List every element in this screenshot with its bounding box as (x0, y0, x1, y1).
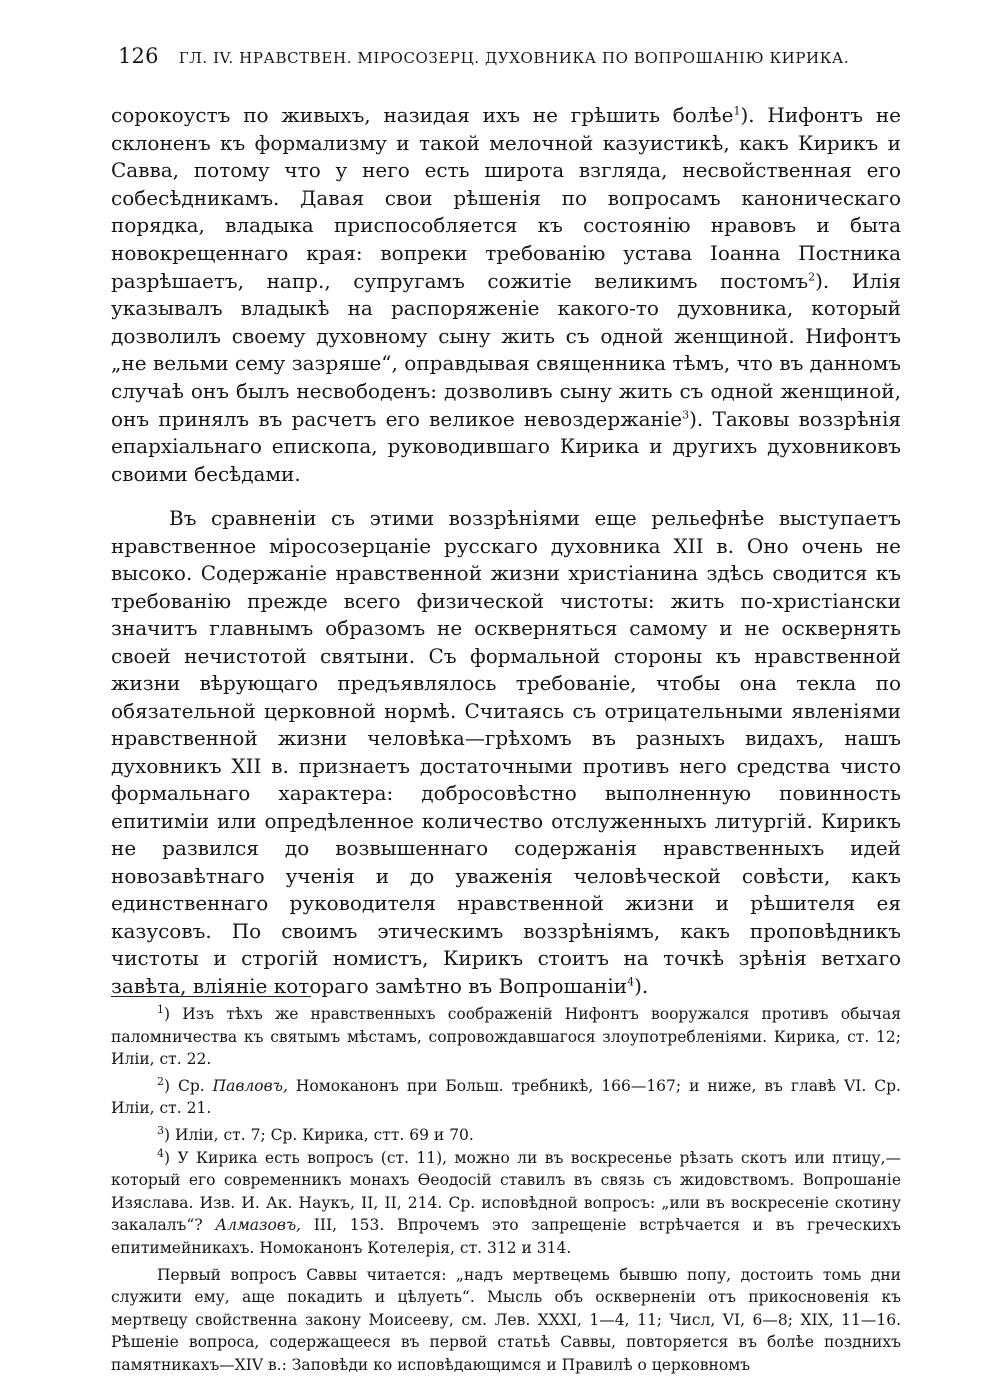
paragraph-2 (111, 505, 901, 1000)
footnote-4-text-a: ) У Кирика есть вопросъ (ст. 11), можно ли въ воскресенье рѣзать скотъ или птицу,—который его современникъ монахъ Ѳеодосій ставилъ въ связь съ жидовствомъ. Вопрошаніе Изяслава. Изв. И. Ак. Наукъ, II, II, 214. Ср. исповѣдной вопросъ: „или въ воскресеніе скотину закалалъ“? (111, 1148, 901, 1235)
footnote-2-author: Павловъ, (212, 1076, 288, 1095)
paragraph-1 (111, 102, 901, 488)
footnote-4-mark: 4 (157, 1146, 164, 1160)
footnote-1 (111, 1003, 901, 1071)
footnotes (111, 1003, 901, 1377)
footnote-4-continuation (111, 1264, 901, 1377)
paragraph-1-text-a: сорокоустъ по живыхъ, назидая ихъ не грѣшить болѣе (111, 103, 734, 127)
footnote-1-text: ) Изъ тѣхъ же нравственныхъ соображеній Нифонтъ вооружался противъ обычая паломничества къ святымъ мѣстамъ, сопровождавшагося злоупотребленіями. Кирика, ст. 12; Иліи, ст. 22. (111, 1005, 901, 1069)
footnote-2-text-a: ) Ср. (164, 1076, 213, 1095)
paragraph-2-text-a: Въ сравненіи съ этими воззрѣніями еще рельефнѣе выступаетъ нравственное міросозерцаніе русскаго духовника XII в. Оно очень не высоко. Содержаніе нравственной жизни христіанина здѣсь сводится къ требованію прежде всего физической чистоты: жить по-христіански значитъ главнымъ образомъ не оскверняться самому и не осквернять своей нечистотой святыни. Съ формальной стороны къ нравственной жизни вѣрующаго предъявлялось требованіе, чтобы она текла по обязательной церковной нормѣ. Считаясь съ отрицательными явленіями нравственной жизни человѣка—грѣхомъ въ разныхъ видахъ, нашъ духовникъ XII в. признаетъ достаточными противъ него средства чисто формальнаго характера: добросовѣстно выполненную повинность епитиміи или опредѣленное количество отслуженныхъ литургій. Кирикъ не развился до возвышеннаго содержанія нравственныхъ идей новозавѣтнаго ученія и до уваженія человѣческой совѣсти, какъ единственнаго руководителя нравственной жизни и рѣшителя ея казусовъ. По своимъ этическимъ воззрѣніямъ, какъ проповѣдникъ чистоты и строгій номистъ, Кирикъ стоитъ на точкѣ зрѣнія ветхаго завѣта, вліяніе котораго замѣтно въ Вопрошаніи (111, 506, 901, 998)
footnote-4-text-b: III, 153. Впрочемъ это запрещеніе встрѣчается и въ греческихъ епитимейникахъ. Номоканонъ Котелерія, ст. 312 и 314. (111, 1216, 901, 1257)
footnote-ref-4: 4 (627, 974, 635, 988)
footnote-3-mark: 3 (157, 1123, 164, 1137)
paragraph-2-text-b: ). (634, 973, 649, 998)
paragraph-1-text-b: ). Нифонтъ не склоненъ къ формализму и такой мелочной казуистикѣ, какъ Кирикъ и Савва, потому что у него есть широта взгляда, несвойственная его собесѣдникамъ. Давая свои рѣшенія по вопросамъ каноническаго порядка, владыка приспособляется къ состоянію нравовъ и быта новокрещеннаго края: вопреки требованію устава Іоанна Постника разрѣшаетъ, напр., супругамъ сожитіе великимъ постомъ (111, 103, 901, 293)
footnote-ref-2: 2 (808, 269, 816, 283)
footnote-ref-3: 3 (682, 407, 690, 421)
page-number: 126 (118, 44, 159, 68)
footnote-ref-1: 1 (733, 104, 741, 118)
footnote-4 (111, 1147, 901, 1260)
footnote-4-author: Алмазовъ, (215, 1216, 302, 1235)
footnote-4-continuation-text: Первый вопросъ Саввы читается: „надъ мертвецемь бывшю попу, достоить томь дни служити ему, аще покадить и цѣлуеть“. Мысль объ оскверненіи отъ прикосновенія къ мертвецу свойственна закону Моисееву, см. Лев. XXXI, 1—4, 11; Числ, VI, 6—8; XIX, 11—16. Рѣшеніе вопроса, содержащееся въ первой статьѣ Саввы, повторяется въ болѣе позднихъ памятникахъ—XIV в.: Заповѣди ко исповѣдающимся и Правилѣ о церковномъ (111, 1265, 901, 1374)
paragraph-1-text-c: ). Илія указывалъ владыкѣ на распоряженіе какого-то духовника, который дозволилъ своему духовному сыну жить съ одной женщиной. Нифонтъ „не вельми сему зазряше“, оправдывая священника тѣмъ, что въ данномъ случаѣ онъ былъ несвободенъ: дозволивъ сыну жить съ одной женщиной, онъ принялъ въ расчетъ его великое невоздержаніе (111, 268, 901, 431)
running-title: ГЛ. IV. НРАВСТВЕН. МІРОСОЗЕРЦ. ДУХОВНИКА ПО ВОПРОШАНІЮ КИРИКА. (178, 49, 850, 67)
footnote-2-text-b: Номоканонъ при Больш. требникѣ, 166—167; и ниже, въ главѣ VI. Ср. Иліи, ст. 21. (111, 1076, 901, 1118)
footnote-3-text: ) Иліи, ст. 7; Ср. Кирика, стт. 69 и 70. (164, 1125, 474, 1144)
paragraph-1-text-d: ). Таковы воззрѣнія епархіальнаго епископа, руководившаго Кирика и другихъ духовниковъ своими бесѣдами. (111, 406, 901, 486)
footnote-3 (111, 1124, 901, 1147)
footnote-2 (111, 1075, 901, 1120)
footnote-divider (111, 996, 311, 997)
footnote-1-mark: 1 (157, 1002, 164, 1016)
footnote-2-mark: 2 (157, 1074, 164, 1088)
running-header (118, 44, 888, 68)
